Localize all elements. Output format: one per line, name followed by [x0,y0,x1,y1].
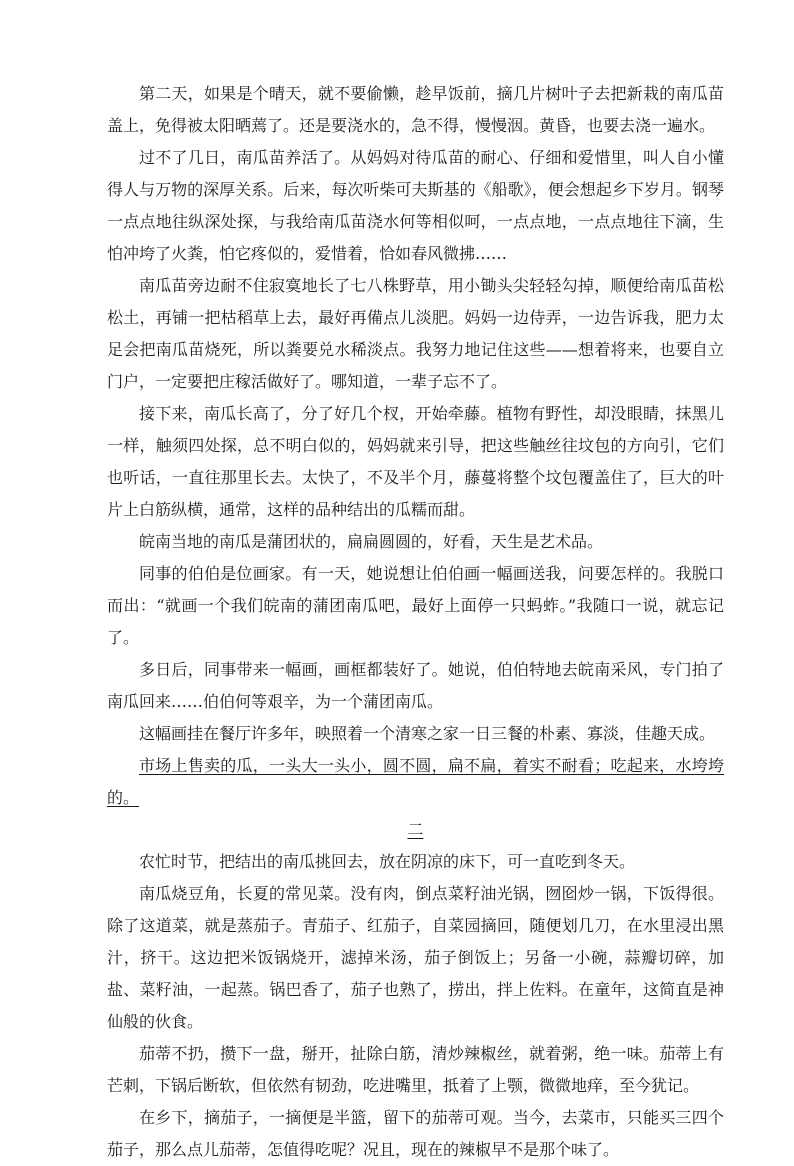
paragraph-11: 茄蒂不扔，攒下一盘，掰开，扯除白筋，清炒辣椒丝，就着粥，绝一味。茄蒂上有芒刺，下锅后断软，但依然有韧劲，吃进嘴里，抵着了上颚，微微地痒，至今犹记。 [107,1044,724,1095]
paragraph-10: 南瓜烧豆角，长夏的常见菜。没有肉，倒点菜籽油光锅，囫囵炒一锅，下饭得很。除了这道菜，就是蒸茄子。青茄子、红茄子，自菜园摘回，随便划几刀，在水里浸出黑汁，挤干。这边把米饭锅烧开，滤掉米汤，茄子倒饭上；另备一小碗，蒜瓣切碎，加盐、菜籽油，一起蒸。锅巴香了，茄子也熟了，捞出，拌上佐料。在童年，这简直是神仙般的伙食。 [107,884,724,1031]
paragraph-1: 第二天，如果是个晴天，就不要偷懒，趁早饭前，摘几片树叶子去把新栽的南瓜苗盖上，免得被太阳晒蔫了。还是要浇水的，急不得，慢慢洇。黄昏，也要去浇一遍水。 [107,84,724,135]
section-number: 二 [407,820,424,839]
paragraph-4: 接下来，南瓜长高了，分了好几个杈，开始牵藤。植物有野性，却没眼睛，抹黑儿一样，触须四处探，总不明白似的，妈妈就来引导，把这些触丝往坟包的方向引，它们也听话，一直往那里长去。太快了，不及半个月，藤蔓将整个坟包覆盖住了，巨大的叶片上白筋纵横，通常，这样的品种结出的瓜糯而甜。 [107,404,724,519]
paragraph-12: 在乡下，摘茄子，一摘便是半篮，留下的茄蒂可观。当今，去菜市，只能买三四个茄子，那么点儿茄蒂，怎值得吃呢？况且，现在的辣椒早不是那个味了。 [107,1108,724,1159]
paragraph-3: 南瓜苗旁边耐不住寂寞地长了七八株野草，用小锄头尖轻轻勾掉，顺便给南瓜苗松松土，再铺一把枯稻草上去，最好再備点儿淡肥。妈妈一边侍弄，一边告诉我，肥力太足会把南瓜苗烧死，所以粪要兑水稀淡点。我努力地记住这些——想着将来，也要自立门户，一定要把庄稼活做好了。哪知道，一辈子忘不了。 [107,276,724,391]
paragraph-5: 皖南当地的南瓜是蒲团状的，扁扁圆圆的，好看，天生是艺术品。 [139,532,604,551]
paragraph-6: 同事的伯伯是位画家。有一天，她说想让伯伯画一幅画送我，问要怎样的。我脱口而出：“就画一个我们皖南的蒲团南瓜吧，最好上面停一只蚂蚱。”我随口一说，就忘记了。 [107,564,724,647]
paragraph-8: 这幅画挂在餐厅许多年，映照着一个清寒之家一日三餐的朴素、寡淡，佳趣天成。 [139,724,716,743]
article-body [107,78,724,1166]
underlined-paragraph [107,750,724,814]
paragraph-9: 农忙时节，把结出的南瓜挑回去，放在阴凉的床下，可一直吃到冬天。 [139,852,636,871]
paragraph-2: 过不了几日，南瓜苗养活了。从妈妈对待瓜苗的耐心、仔细和爱惜里，叫人自小懂得人与万物的深厚关系。后来，每次听柴可夫斯基的《船歌》，便会想起乡下岁月。钢琴一点点地往纵深处探，与我给南瓜苗浇水何等相似呵，一点点地，一点点地往下滴，生怕冲垮了火粪，怕它疼似的，爱惜着，恰如春风微拂…… [107,148,724,263]
underlined-text: 市场上售卖的瓜，一头大一头小，圆不圆，扁不扁，着实不耐看；吃起来，水垮垮的。 [107,756,724,807]
paragraph-7: 多日后，同事带来一幅画，画框都装好了。她说，伯伯特地去皖南采风，专门拍了南瓜回来……伯伯何等艰辛，为一个蒲团南瓜。 [107,660,724,711]
section-heading [107,814,724,846]
